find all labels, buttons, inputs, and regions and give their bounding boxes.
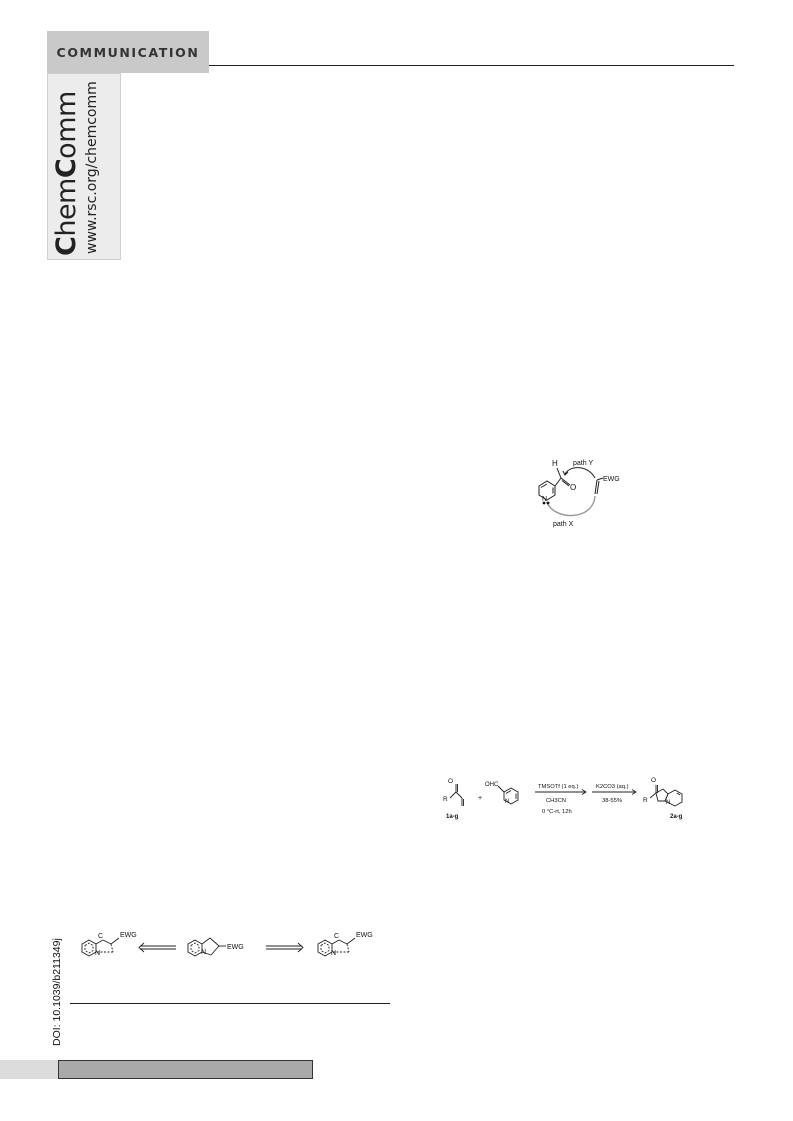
journal-url: www.rsc.org/chemcomm [84,81,100,254]
column-rule [70,1003,390,1004]
enone-oxygen: O [448,778,454,785]
reagent-label: TMSOTf (1 eq.) [538,784,579,790]
yield-label: 38-55% [602,798,622,804]
section-label: COMMUNICATION [56,44,200,60]
retro-left-carbon: C [98,933,104,940]
retro-left-n: N [95,950,101,957]
product-oxygen: O [651,777,657,784]
journal-strip [47,73,121,260]
footer-block [0,1060,58,1079]
path-y-label: path Y [573,460,594,467]
ohc-label: OHC [485,782,499,788]
solvent-label: CH3CN [546,798,566,804]
retro-right-ewg: EWG [356,932,373,939]
doi-label: DOI: 10.1039/b211349j [51,938,63,1046]
journal-branding [52,81,102,256]
enone-r-group: R [443,796,448,803]
retro-left-ewg: EWG [120,932,137,939]
plus-sign: + [478,795,483,802]
conditions-label: 0 °C-rt, 12h [542,809,572,815]
retro-right-n: N [331,950,337,957]
pyridine-n-label: N [505,799,510,805]
header-rule [209,65,734,66]
path-x-label: path X [553,521,574,528]
compound-label-start: 1a-g [446,814,459,820]
scheme-reaction [440,772,730,827]
path-x-arc [547,496,595,516]
scheme-retrosynthesis [72,922,387,970]
ewg-label: EWG [603,476,620,483]
compound-label-product: 2a-g [670,814,683,820]
path-y-arc [565,468,595,478]
product-n-label: N [666,800,671,806]
retro-mid-n: N [201,949,207,956]
nitrogen-label: N [542,496,548,503]
oxygen-label: O [570,483,577,492]
footer-bar [58,1060,313,1079]
journal-name: ChemComm [51,91,82,256]
section-tab [47,31,209,73]
retro-right-carbon: C [334,933,340,940]
product-r-group: R [643,797,648,804]
base-label: K2CO3 (aq.) [596,784,629,790]
retro-mid-ewg: EWG [227,944,244,951]
scheme-paths [515,450,625,530]
hydrogen-label: H [552,459,558,468]
